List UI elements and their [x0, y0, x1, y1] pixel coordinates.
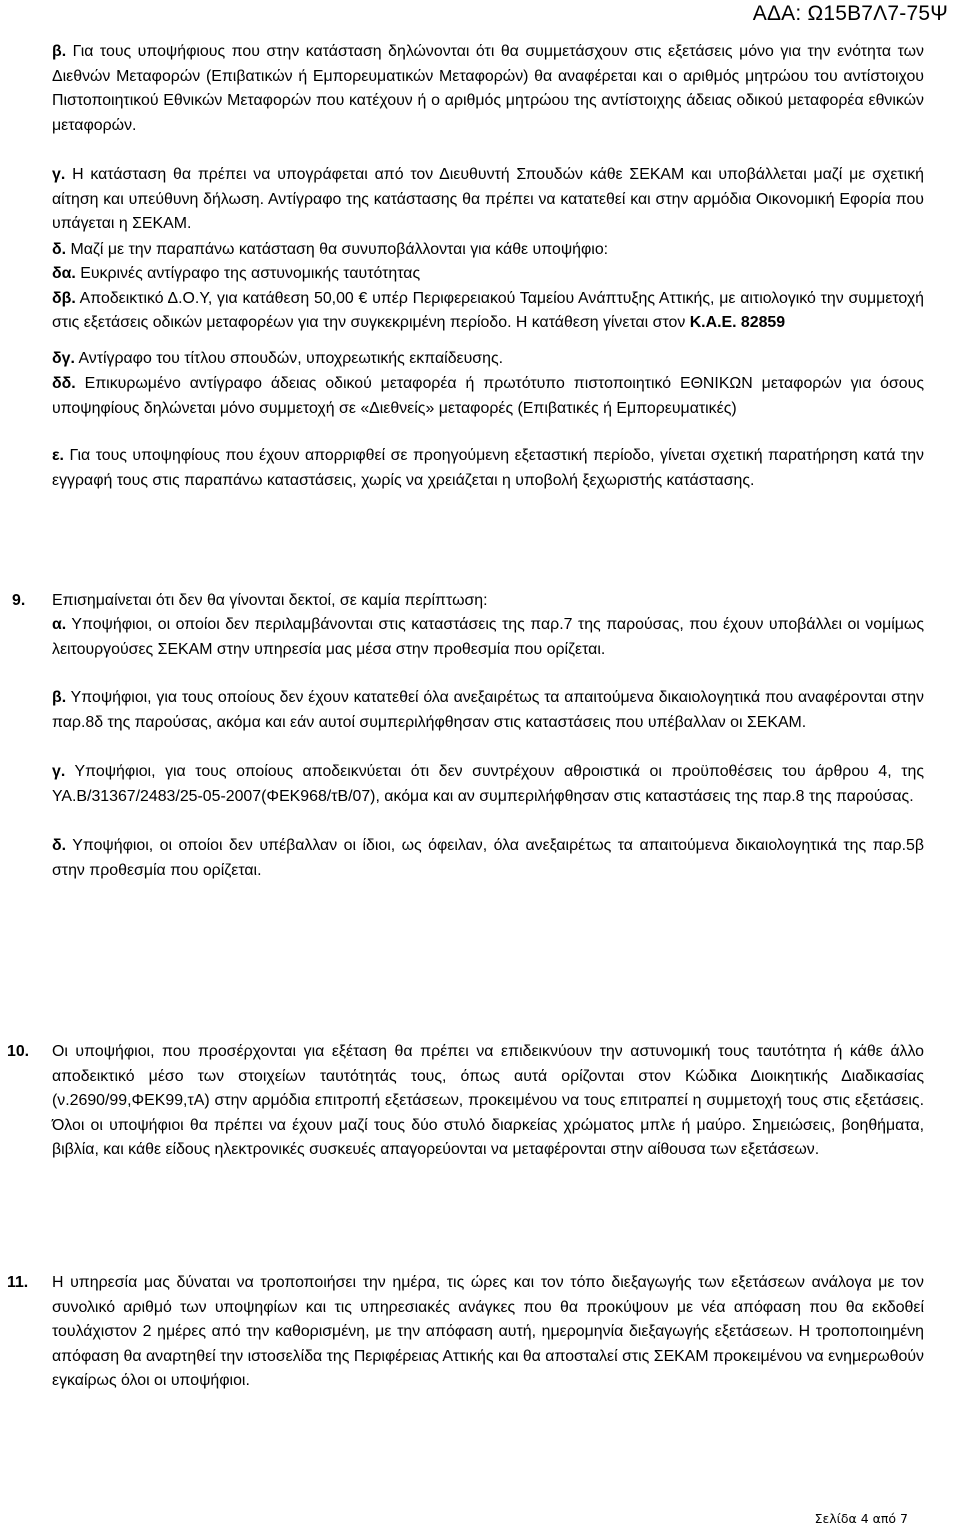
item-marker: δα.: [52, 265, 76, 282]
para-8dc: [52, 347, 924, 372]
item-marker: γ.: [52, 166, 66, 183]
section-number: 9.: [12, 592, 26, 609]
item-marker: β.: [52, 689, 67, 706]
item-text: Αντίγραφο του τίτλου σπουδών, υποχρεωτικής εκπαίδευσης.: [78, 350, 504, 367]
section-number: 11.: [7, 1274, 29, 1291]
page-number: Σελίδα 4 από 7: [814, 1511, 908, 1526]
kae-code: Κ.Α.Ε. 82859: [689, 314, 786, 332]
item-marker: δγ.: [52, 350, 75, 367]
item-marker: δδ.: [52, 375, 76, 392]
item-text: Υποψήφιοι, για τους οποίους αποδεικνύεται ότι δεν συντρέχουν αθροιστικά οι προϋποθέσεις του άρθρου 4, της ΥΑ.Β/31367/2483/25-05-2007(ΦΕΚ968/τΒ/07), ακόμα και αν συμπεριλήφθησαν στις καταστάσεις της παρ.8 της παρούσας.: [52, 763, 924, 805]
item-text: Ευκρινές αντίγραφο της αστυνομικής ταυτότητας: [80, 265, 421, 282]
section-10: [7, 1040, 924, 1163]
item-text: Για τους υποψήφιους που στην κατάσταση δηλώνονται ότι θα συμμετάσχουν στις εξετάσεις μόνο για την ενότητα των Διεθνών Μεταφορών (Επιβατικών ή Εμπορευματικών Μεταφορών) θα αναφέρεται και ο αριθμός μητρώου του αντίστοιχου Πιστοποιητικού Εθνικών Μεταφορών που κατέχουν ή ο αριθμός μητρώου της αντίστοιχης άδειας οδικού μεταφορέα εθνικών μεταφορών.: [52, 43, 924, 134]
para-9b: [52, 686, 924, 735]
section-11: [7, 1271, 924, 1394]
para-8c: [52, 163, 924, 237]
item-marker: ε.: [52, 447, 64, 464]
item-text: Υποψήφιοι, για τους οποίους δεν έχουν κατατεθεί όλα ανεξαιρέτως τα απαιτούμενα δικαιολογητικά που αναφέρονται στην παρ.8δ της παρούσας, ακόμα και εάν αυτοί συμπεριλήφθησαν στις καταστάσεις που υπέβαλλαν οι ΣΕΚΑΜ.: [52, 689, 924, 731]
para-9a: [52, 613, 924, 662]
item-text: Επικυρωμένο αντίγραφο άδειας οδικού μεταφορέα ή πρωτότυπο πιστοποιητικό ΕΘΝΙΚΩΝ μεταφορών για όσους υποψηφίους δηλώνεται μόνο συμμετοχή σε «Διεθνείς» μεταφορές (Επιβατικές ή Εμπορευματικές): [52, 375, 924, 417]
section-text: Η υπηρεσία μας δύναται να τροποποιήσει την ημέρα, τις ώρες και τον τόπο διεξαγωγής των εξετάσεων ανάλογα με τον συνολικό αριθμό των υποψηφίων και τις υπηρεσιακές ανάγκες που θα προκύψουν με νέα απόφαση που θα εκδοθεί τουλάχιστον 2 ημέρες από την καθορισμένη, με την απόφαση αυτή, ημερομηνία διεξαγωγής εξετάσεων. Η τροποποιημένη απόφαση θα αναρτηθεί την ιστοσελίδα της Περιφέρειας Αττικής και θα αποσταλεί στις ΣΕΚΑΜ προκειμένου να ενημερωθούν εγκαίρως όλοι οι υποψήφιοι.: [52, 1274, 924, 1390]
para-9c: [52, 760, 924, 809]
para-9d: [52, 834, 924, 883]
item-text: Μαζί με την παραπάνω κατάσταση θα συνυποβάλλονται για κάθε υποψήφιο:: [70, 241, 609, 258]
ada-code: ΑΔΑ: Ω15Β7Λ7-75Ψ: [752, 2, 948, 25]
item-text: Υποψήφιοι, οι οποίοι δεν περιλαμβάνονται στις καταστάσεις της παρ.7 της παρούσας, που έχουν υποβάλλει οι νομίμως λειτουργούσες ΣΕΚΑΜ στην υπηρεσία μας μέσα στην προθεσμία που ορίζεται.: [52, 616, 924, 658]
para-8b: [52, 40, 924, 138]
item-marker: δ.: [52, 837, 67, 854]
item-text: Για τους υποψηφίους που έχουν απορριφθεί σε προηγούμενη εξεταστική περίοδο, γίνεται σχετική παρατήρηση κατά την εγγραφή τους στις παραπάνω καταστάσεις, χωρίς να χρειάζεται η υποβολή ξεχωριστής κατάστασης.: [52, 447, 924, 489]
section-9: [12, 589, 924, 614]
item-marker: δ.: [52, 241, 67, 258]
item-text: Υποψήφιοι, οι οποίοι δεν υπέβαλλαν οι ίδιοι, ως όφειλαν, όλα ανεξαιρέτως τα απαιτούμενα δικαιολογητικά της παρ.5β στην προθεσμία που ορίζεται.: [52, 837, 924, 879]
para-8db: [52, 276, 924, 336]
para-8d: [52, 238, 924, 263]
item-marker: γ.: [52, 763, 66, 780]
item-text: Αποδεικτικό Δ.Ο.Υ, για κατάθεση 50,00 € υπέρ Περιφερειακού Ταμείου Ανάπτυξης Αττικής, με αιτιολογικό την συμμετοχή στις εξετάσεις οδικών μεταφορέων για την συγκεκριμένη περίοδο. Η κατάθεση γίνεται στον: [52, 290, 924, 332]
section-number: 10.: [7, 1043, 30, 1060]
para-8dd: [52, 372, 924, 421]
item-text: Η κατάσταση θα πρέπει να υπογράφεται από τον Διευθυντή Σπουδών κάθε ΣΕΚΑΜ και υποβάλλεται μαζί με σχετική αίτηση και υπεύθυνη δήλωση. Αντίγραφο της κατάστασης θα πρέπει να κατατεθεί και στην αρμόδια Οικονομική Εφορία που υπάγεται η ΣΕΚΑΜ.: [52, 166, 924, 233]
para-8e: [52, 444, 924, 493]
section-text: Οι υποψήφιοι, που προσέρχονται για εξέταση θα πρέπει να επιδεικνύουν την αστυνομική τους ταυτότητα ή κάθε άλλο αποδεικτικό μέσο των στοιχείων ταυτότητάς τους, όπως αυτά ορίζονται στον Κώδικα Διοικητικής Διαδικασίας (ν.2690/99,ΦΕΚ99,τΑ) στην αρμόδια επιτροπή εξετάσεων, προκειμένου να τους επιτραπεί η συμμετοχή τους στις εξετάσεις. Όλοι οι υποψήφιοι θα πρέπει να έχουν μαζί τους δύο στυλό διαρκείας χρώματος μπλε ή μαύρο. Σημειώσεις, βοηθήματα, βιβλία, και κάθε είδους ηλεκτρονικές συσκευές απαγορεύονται να μεταφέρονται στην αίθουσα των εξετάσεων.: [52, 1043, 924, 1159]
item-marker: β.: [52, 43, 67, 60]
item-marker: α.: [52, 616, 67, 633]
section-intro: Επισημαίνεται ότι δεν θα γίνονται δεκτοί, σε καμία περίπτωση:: [52, 592, 488, 609]
item-marker: δβ.: [52, 290, 76, 307]
